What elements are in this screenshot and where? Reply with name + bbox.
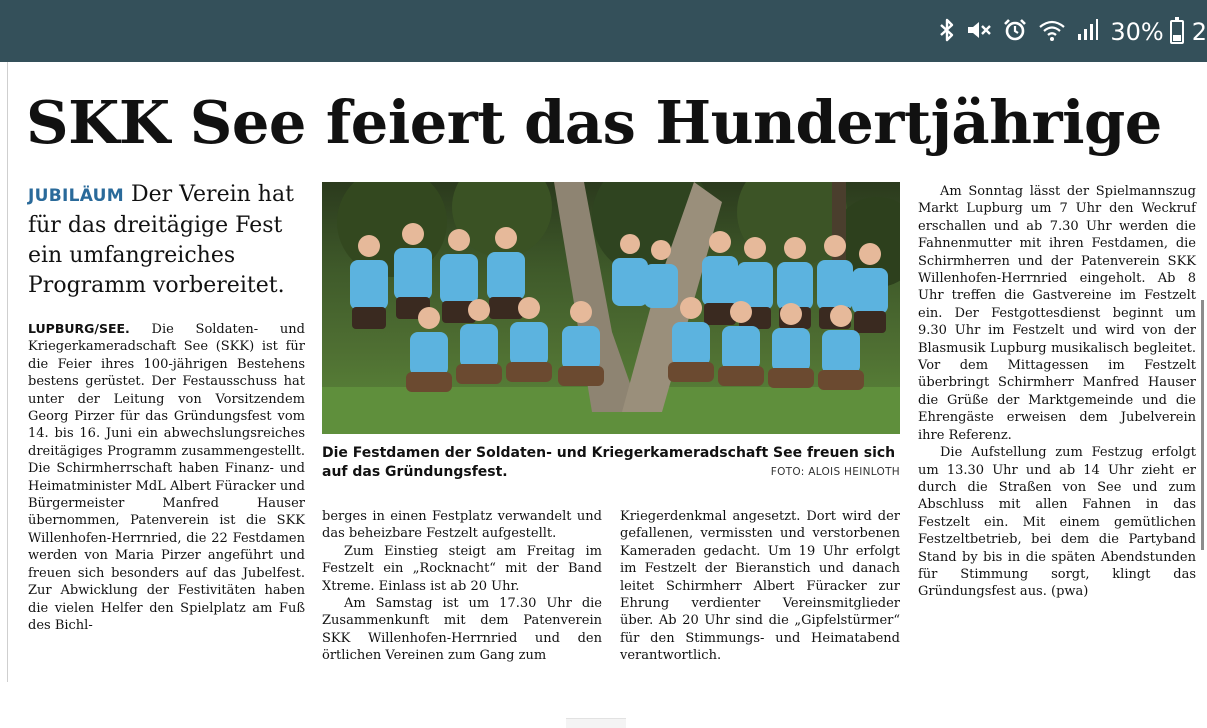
status-bar [0, 0, 1207, 62]
article-column-1 [28, 320, 305, 634]
article-column-3 [620, 508, 900, 665]
body-paragraph: Kriegerdenkmal angesetzt. Dort wird der gefallenen, vermissten und verstorbenen Kameraden gedacht. Um 19 Uhr erfolgt im Festzelt der Bieranstich und danach leitet Schirmherr Albert Füracker zur Ehrung verdienter Vereinsmitglieder über. Ab 20 Uhr sind die „Gipfelstürmer“ für den Stimmungs- und Heimatabend verantwortlich. [620, 509, 900, 664]
article-column-2 [322, 508, 602, 665]
body-paragraph: Die Aufstellung zum Festzug erfolgt um 13.30 Uhr und ab 14 Uhr zieht er durch die Straßen von See und zum Abschluss mit allen Fahnen in das Festzelt ein. Mit einem gemütlichen Festzeltbetrieb, bei dem die Partyband Stand by bis in die späten Abendstunden für Stimmung sorgt, klingt das Gründungsfest aus. (pwa) [918, 445, 1196, 600]
body-paragraph: Die Soldaten- und Kriegerkameradschaft See (SKK) ist für die Feier ihres 100-jährigen Bestehens bestens gerüstet. Der Festausschuss hat unter der Leitung von Vorsitzendem Georg Pirzer für das Gründungsfest vom 14. bis 16. Juni ein abwechslungsreiches dreitägiges Programm zusammengestellt. Die Schirmherrschaft haben Finanz- und Heimatminister MdL Albert Füracker und Bürgermeister Manfred Hauser übernommen, Patenverein ist die SKK Willenhofen-Herrnried, die 22 Festdamen werden von Maria Pirzer angeführt und freuen sich besonders auf das Jubelfest. Zur Abwicklung der Festivitäten haben die vielen Helfer den Spielplatz am Fuß des Bichl- [28, 322, 305, 633]
scrollbar[interactable] [1201, 300, 1204, 550]
status-icons [939, 14, 1207, 50]
battery-icon [1170, 20, 1184, 44]
page-edge-divider [7, 62, 8, 682]
article-headline: SKK See feiert das Hundertjährige [26, 88, 1162, 157]
photo-caption-text: Die Festdamen der Soldaten- und Kriegerkameradschaft See freuen sich auf das Gründungsfest. [322, 445, 896, 480]
body-paragraph: Am Sonntag lässt der Spielmannszug Markt Lupburg um 7 Uhr den Weckruf erschallen und ab 7.30 Uhr werden die Fahnenmutter mit ihren Festdamen, die Schirmherren und der Patenverein SKK Willenhofen-Herrnried eingeholt. Ab 8 Uhr treffen die Gastvereine im Festzelt ein. Der Festgottesdienst beginnt um 9.30 Uhr im Festzelt und wird von der Blasmusik Lupburg musikalisch begleitet. Vor dem Mittagessen im Festzelt überbringt Schirmherr Manfred Hauser die Grüße der Marktgemeinde und die Ehrengäste erweisen dem Jubelverein ihre Referenz. [918, 184, 1196, 443]
alarm-icon [1003, 18, 1027, 46]
article-column-4 [918, 183, 1196, 601]
teaser-text: Der Verein hat für das dreitägige Fest ein umfangreiches Programm vorbereitet. [28, 182, 294, 298]
body-paragraph: Am Samstag ist um 17.30 Uhr die Zusammenkunft mit dem Patenverein SKK Willenhofen-Herrnried und den örtlichen Vereinen zum Gang zum [322, 596, 602, 664]
clock-partial: 2 [1191, 18, 1207, 46]
battery-percentage: 30% [1110, 18, 1164, 46]
photo-credit: FOTO: ALOIS HEINLOTH [770, 466, 900, 478]
body-paragraph: Zum Einstieg steigt am Freitag im Festzelt ein „Rocknacht“ mit der Band Xtreme. Einlass ist ab 20 Uhr. [322, 543, 602, 594]
photo-caption [322, 444, 900, 482]
bluetooth-icon [939, 18, 955, 46]
teaser-kicker: JUBILÄUM [28, 186, 124, 206]
signal-icon [1077, 18, 1099, 46]
article-teaser [28, 180, 308, 301]
group-photo [322, 182, 900, 434]
wifi-icon [1038, 18, 1066, 46]
body-paragraph: berges in einen Festplatz verwandelt und das beheizbare Festzelt aufgestellt. [322, 509, 602, 542]
battery-level-fill [1173, 35, 1181, 41]
dateline: LUPBURG/SEE. [28, 321, 130, 336]
mute-icon [966, 18, 992, 46]
